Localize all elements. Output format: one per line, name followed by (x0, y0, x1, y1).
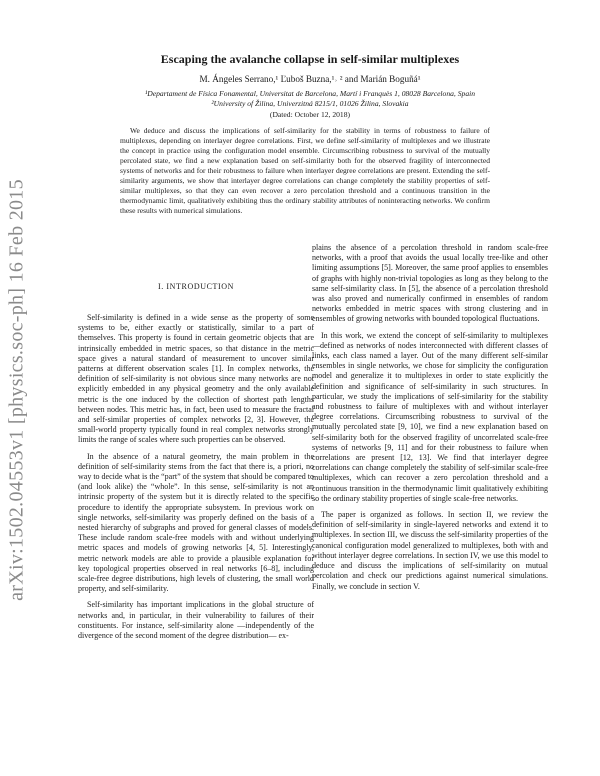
right-column (312, 243, 548, 598)
abstract: We deduce and discuss the implications of self-similarity for the stability in terms of robustness to failure of multiplexes, depending on interlayer degree correlations. First, we define self-similarity of multiplexes and we illustrate the concept in practice using the configuration model ensemble. Circumscribing robustness to survival of the mutually percolated state, we find a new explanation based on self-similarity both for the observed fragility of interconnected systems of networks and for their robustness to failure when interlayer degree correlations are present. Extending the self-similarity arguments, we show that interlayer degree correlations can change completely the stability properties of self-similar multiplexes, so that they can even recover a zero percolation threshold and a continuous transition in the thermodynamic limit, qualitatively exhibiting thus the ordinary stability attributes of noninteracting networks. We confirm these results with numerical simulations. (120, 126, 490, 216)
paper-title: Escaping the avalanche collapse in self-similar multiplexes (160, 52, 460, 66)
paragraph: In the absence of a natural geometry, the main problem in the definition of self-similarity stems from the fact that there is, a priori, no way to decide what is the “part” of the system that should be compared to (and look alike) the “whole”. In this sense, self-similarity is not an intrinsic property of the system but it is directly related to the specific procedure to identify the appropriate subsystem. In previous work on single networks, self-similarity was properly defined on the basis of a nested hierarchy of subgraphs and proved for general classes of models. These include random scale-free models with and without underlying metric spaces and models of growing networks [4, 5]. Interestingly, metric network models are able to provide a plausible explanation for key topological properties observed in real networks [6–8], including scale-free degree distributions, high levels of clustering, the small world property, and self-similarity. (78, 451, 314, 594)
arxiv-identifier-sidebar (2, 180, 32, 600)
arxiv-id: arXiv:1502.04553v1 [physics.soc-ph] 16 Feb 2015 (5, 179, 28, 601)
paragraph: The paper is organized as follows. In section II, we review the definition of self-similarity in single-layered networks and extend it to multiplexes. In section III, we discuss the self-similarity properties of the canonical configuration model generalized to multiplexes, both with and without interlayer degree correlations. In section IV, we use this model to deduce and discuss the implications of self-similarity on mutual percolation and check our predictions against numerical simulations. Finally, we conclude in section V. (312, 510, 548, 591)
author-list: M. Ángeles Serrano,¹ Ľuboš Buzna,¹˒ ² and Marián Boguñá¹ (199, 74, 421, 84)
left-column (78, 299, 314, 647)
paragraph: Self-similarity has important implications in the global structure of networks and, in particular, in their vulnerability to failures of their constituents. For instance, self-similarity alone —independently of the divergence of the second moment of the degree distribution— ex- (78, 600, 314, 641)
paragraph: In this work, we extend the concept of self-similarity to multiplexes —defined as networks of nodes interconnected with different classes of links, each class named a layer. Out of the many different self-similar ensembles in single networks, we chose for simplicity the configuration model and generalize it to multiplexes in order to state explicitly the definition and significance of self-similarity in such structures. In particular, we study the implications of self-similarity for the stability and robustness to failure of multiplexes with and without interlayer degree correlations. Circumscribing robustness to survival of the mutually percolated state [9, 10], we find a new explanation based on self-similarity both for the observed fragility of uncorrelated scale-free systems of networks [9, 11] and for their robustness to failure when correlations are present [12, 13]. We find that interlayer degree correlations can change completely the stability of self-similar scale-free multiplexes, which can recover a zero percolation threshold and a continuous transition in the thermodynamic limit qualitatively exhibiting so the ordinary stability properties of single scale-free networks. (312, 330, 548, 503)
dated-line: (Dated: October 12, 2018) (269, 110, 351, 119)
section-heading-introduction: I. INTRODUCTION (157, 282, 235, 291)
paragraph: Self-similarity is defined in a wide sense as the property of some systems to be, either exactly or statistically, similar to a part of themselves. This property is found in certain geometric objects that are intrinsically embedded in metric spaces, so that distance in the metric space gives a natural standard of measurement to uncover similar patterns at different observation scales [1]. In complex networks, the definition of self-similarity is not obvious since many networks are not explicitly embedded in any physical geometry and the only available metric is the one induced by the collection of shortest path lengths between nodes. This metric has, in fact, been used to measure the fractal and self-similar properties of complex networks [2, 3]. However, the small-world property typically found in real complex networks strongly limits the range of scales where such properties can be observed. (78, 313, 314, 445)
affiliation-1: ¹Departament de Física Fonamental, Universitat de Barcelona, Martí i Franquès 1, 08028 Barcelona, Spain (144, 89, 476, 98)
paragraph: plains the absence of a percolation threshold in random scale-free networks, with a proof that avoids the usual locally tree-like and other limiting assumptions [5]. Moreover, the same proof applies to ensembles of graphs with highly non-trivial topologies as long as they belong to the same self-similarity class. In [5], the absence of a percolation threshold was also proved and numerically confirmed in ensembles of random networks embedded in metric spaces with strong clustering and in ensembles of growing networks with bounded topological fluctuations. (312, 243, 548, 324)
affiliation-2: ²University of Žilina, Univerzitná 8215/1, 01026 Žilina, Slovakia (211, 99, 409, 108)
